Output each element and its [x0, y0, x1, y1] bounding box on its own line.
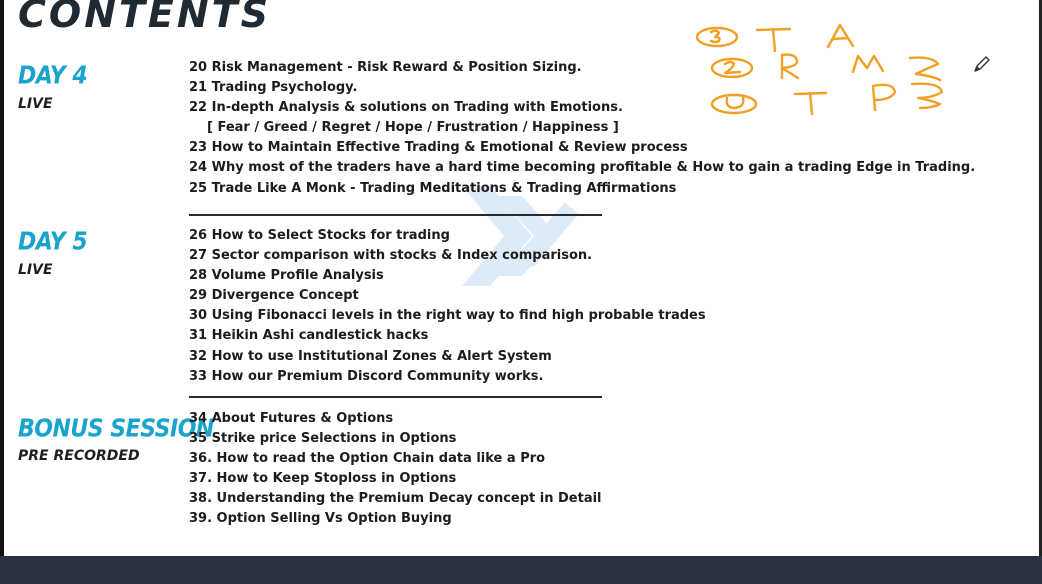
- list-item: 27 Sector comparison with stocks & Index comparison.: [189, 248, 593, 264]
- section-subtitle-bonus-session: PRE RECORDED: [18, 448, 140, 464]
- handwritten-annotation: [0, 0, 1042, 140]
- section-title-bonus-session: BONUS SESSION: [18, 415, 214, 443]
- list-item: 21 Trading Psychology.: [189, 80, 358, 96]
- list-item: 22 In-depth Analysis & solutions on Trading with Emotions.: [189, 100, 623, 116]
- list-item: 29 Divergence Concept: [189, 288, 359, 304]
- list-item: 26 How to Select Stocks for trading: [189, 228, 450, 243]
- player-control-bar[interactable]: [0, 556, 1042, 584]
- list-item: 30 Using Fibonacci levels in the right way to find high probable trades: [189, 308, 706, 324]
- list-item: 25 Trade Like A Monk - Trading Meditations & Trading Affirmations: [189, 180, 677, 196]
- topic-list-bonus-session: [189, 409, 602, 530]
- section-subtitle-day-4: LIVE: [18, 96, 53, 112]
- list-item: 39. Option Selling Vs Option Buying: [189, 511, 452, 527]
- section-subtitle-day-5: LIVE: [18, 262, 53, 278]
- pen-icon[interactable]: [972, 54, 992, 74]
- topic-list-day-5: [189, 226, 706, 387]
- list-item: 33 How our Premium Discord Community works.: [189, 368, 544, 384]
- list-item: 36. How to read the Option Chain data like a Pro: [189, 451, 546, 467]
- list-item: 32 How to use Institutional Zones & Alert System: [189, 348, 552, 364]
- list-item: [ Fear / Greed / Regret / Hope / Frustration / Happiness ]: [207, 120, 619, 136]
- page-title: CONTENTS: [18, 0, 271, 36]
- section-title-day-4: DAY 4: [18, 62, 88, 90]
- list-item: 35 Strike price Selections in Options: [189, 431, 457, 447]
- section-divider: [189, 396, 602, 398]
- list-item: 31 Heikin Ashi candlestick hacks: [189, 328, 429, 344]
- list-item: 20 Risk Management - Risk Reward & Position Sizing.: [189, 60, 582, 75]
- list-item: 24 Why most of the traders have a hard time becoming profitable & How to gain a trading Edge in Trading.: [189, 160, 976, 176]
- section-title-day-5: DAY 5: [18, 228, 88, 256]
- list-item: 28 Volume Profile Analysis: [189, 268, 384, 284]
- list-item: 37. How to Keep Stoploss in Options: [189, 471, 457, 487]
- list-item: 34 About Futures & Options: [189, 411, 394, 426]
- list-item: 38. Understanding the Premium Decay concept in Detail: [189, 491, 602, 507]
- section-divider: [189, 214, 602, 216]
- list-item: 23 How to Maintain Effective Trading & Emotional & Review process: [189, 140, 688, 156]
